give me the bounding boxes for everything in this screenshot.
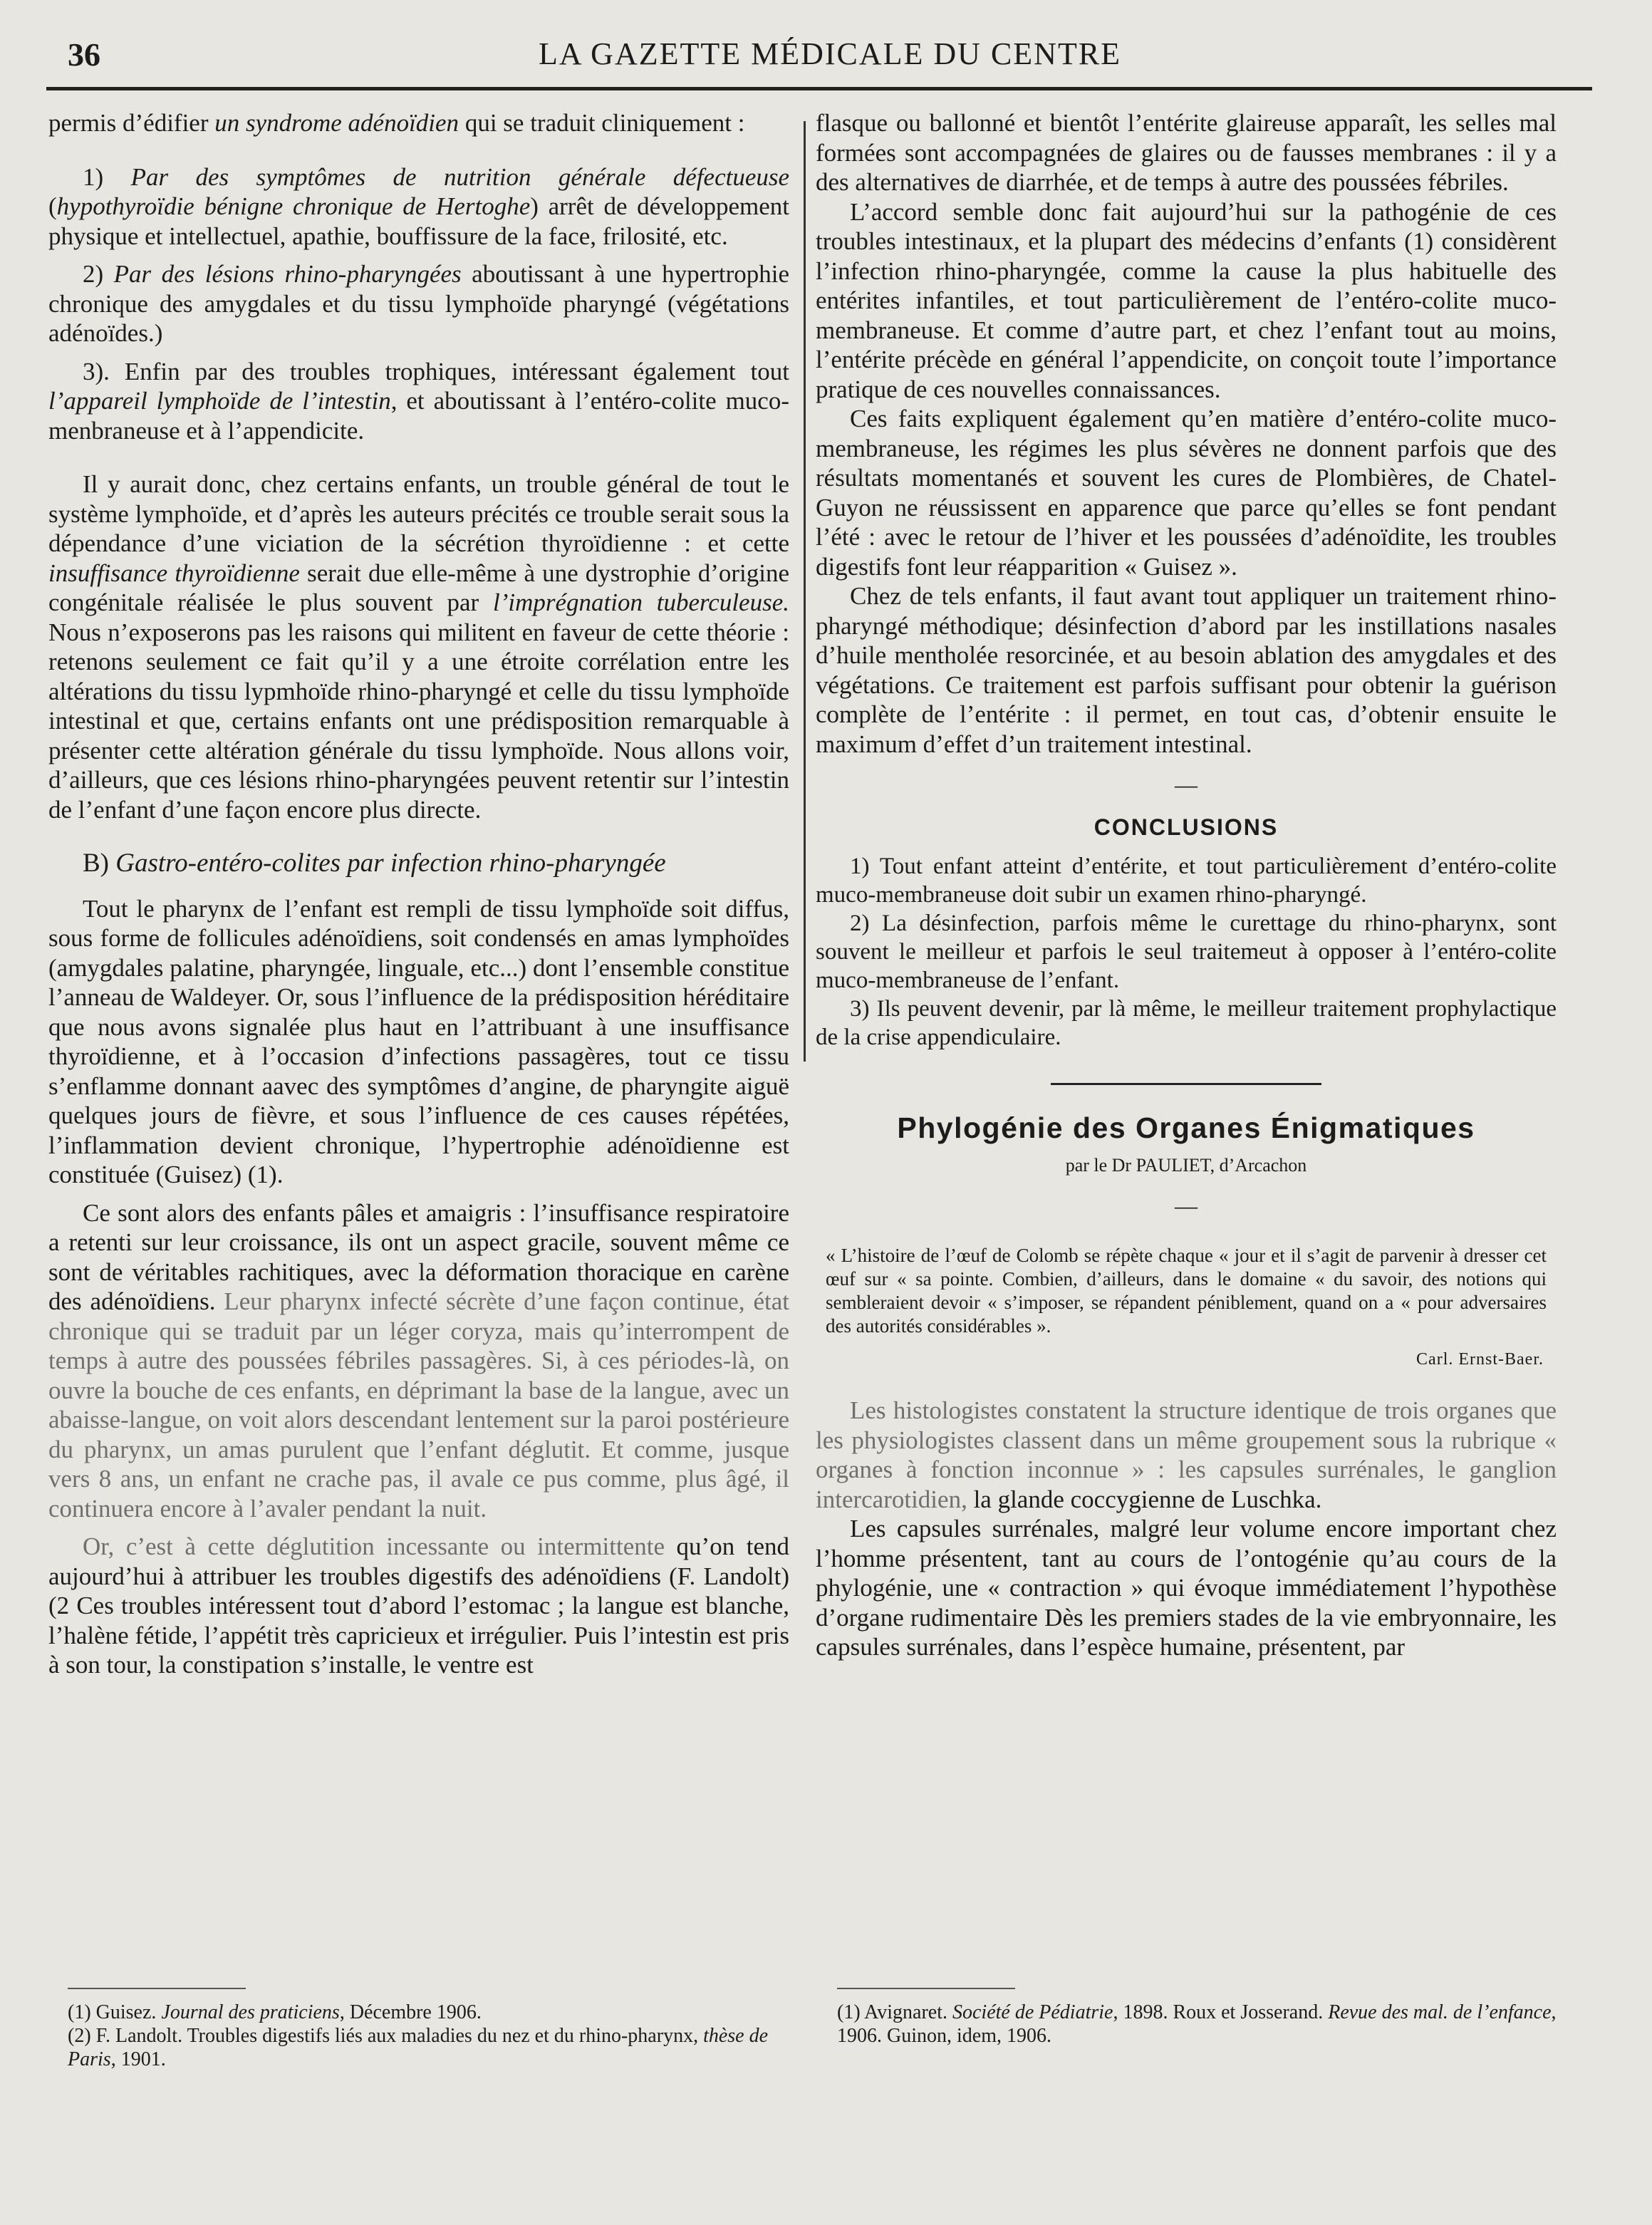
separator-dash: — (1175, 772, 1198, 797)
body-paragraph: Chez de tels enfants, il faut avant tout appliquer un traitement rhino-pharyngé méthodique; désinfection d’abord par les instillations nasales d’huile mentholée resorcinée, et au besoin ablation des amygdales et des végétations. Ce traitement est parfois suffisant pour obtenir la guérison complète de l’entérite : il permet, en tout cas, d’obtenir ensuite le maximum d’effet d’un traitement intestinal. (816, 582, 1557, 758)
body-paragraph: Tout le pharynx de l’enfant est rempli de tissu lymphoïde soit diffus, sous forme de follicules adénoïdiens, soit condensés en amas lymphoïdes (amygdales palatine, pharyngée, linguale, etc...) dont l’ensemble constitue l’anneau de Waldeyer. Or, sous l’influence de la prédisposition héréditaire que nous avons signalée plus haut en l’attribuant à une insuffisance thyroïdienne, et à l’occasion d’infections passagères, tout ce tissu s’enflamme donnant aavec des symptômes d’angine, de pharyngite aiguë quelques jours de fièvre, et sous l’influence de ces causes répétées, l’inflammation devient chronique, l’hypertrophie adénoïdienne est constituée (Guisez) (1). (48, 894, 789, 1188)
section-rule (1051, 1083, 1321, 1085)
epigraph-quote: « L’histoire de l’œuf de Colomb se répète chaque « jour et il s’agit de parvenir à dresser cet œuf sur « sa pointe. Combien, d’ailleurs, dans le domaine « du savoir, des notions qui sembleraient devoir « s’imposer, se répandent péniblement, quand on a « pour adversaires des autorités considérables ». (826, 1244, 1547, 1337)
body-paragraph: flasque ou ballonné et bientôt l’entérite glaireuse apparaît, les selles mal formées sont accompagnées de glaires ou de fausses membranes : il y a des alternatives de diarrhée, et de temps à autre des poussées fébriles. (816, 109, 1557, 196)
conclusion-item: 3) Ils peuvent devenir, par là même, le meilleur traitement prophylactique de la crise appendiculaire. (816, 996, 1557, 1050)
footnotes-right (837, 2001, 1585, 2048)
footnote-rule (837, 1988, 1015, 1989)
article-byline: par le Dr PAULIET, d’Arcachon (1065, 1154, 1307, 1176)
body-paragraph: Il y aurait donc, chez certains enfants, un trouble général de tout le système lymphoïde, et d’après les auteurs précités ce trouble serait sous la dépendance d’une viciation de la sécrétion thyroïdienne : et cette insuffisance thyroïdienne serait due elle-même à une dystrophie d’origine congénitale réalisée le plus souvent par l’imprégnation tuberculeuse. Nous n’exposerons pas les raisons qui militent en faveur de cette théorie : retenons seulement ce fait qu’il y a une étroite corrélation entre les altérations du tissu lypmhoïde rhino-pharyngé et celle du tissu lymphoïde intestinal et que, certains enfants ont une prédisposition remarquable à présenter cette altération générale du tissu lymphoïde. Nous allons voir, d’ailleurs, que ces lésions rhino-pharyngées peuvent retentir sur l’intestin de l’enfant d’une façon encore plus directe. (48, 470, 789, 824)
separator-dash: — (1175, 1193, 1198, 1218)
footnote: (2) F. Landolt. Troubles digestifs liés aux maladies du nez et du rhino-pharynx, thèse de Paris, 1901. (68, 2025, 769, 2070)
conclusion-item: 1) Tout enfant atteint d’entérite, et tout particulièrement d’entéro-colite muco-membraneuse doit subir un examen rhino-pharyngé. (816, 854, 1557, 908)
body-paragraph: Or, c’est à cette déglutition incessante ou intermittente qu’on tend aujourd’hui à attribuer les troubles digestifs des adénoïdiens (F. Landolt) (2 Ces troubles intéressent tout d’abord l’estomac ; la langue est blanche, l’halène fétide, l’appétit très capricieux et irrégulier. Puis l’intestin est pris à son tour, la constipation s’installe, le ventre est (48, 1532, 790, 1679)
footnotes-left (68, 2001, 787, 2071)
page-number: 36 (68, 36, 100, 73)
epigraph-author: Carl. Ernst-Baer. (1416, 1349, 1544, 1369)
footnote: (1) Avignaret. Société de Pédiatrie, 1898. Roux et Josserand. Revue des mal. de l’enfance, 1906. Guinon, idem, 1906. (837, 2001, 1557, 2047)
body-paragraph: Les capsules surrénales, malgré leur volume encore important chez l’homme présentent, tant au cours de l’ontogénie qu’au cours de la phylogénie, une « contraction » qui évoque immédiatement l’hypothèse d’organe rudimentaire Dès les premiers stades de la vie embryonnaire, les capsules surrénales, dans l’espèce humaine, présentent, par (816, 1515, 1557, 1661)
header-rule (46, 87, 1592, 90)
intro-paragraph: permis d’édifier un syndrome adénoïdien qui se traduit cliniquement : (48, 109, 745, 137)
conclusions-title: CONCLUSIONS (1093, 814, 1279, 840)
journal-title: LA GAZETTE MÉDICALE DU CENTRE (538, 36, 1122, 71)
section-heading: B) Gastro-entéro-colites par infection rhino-pharyngée (83, 849, 666, 878)
page-header (68, 28, 1592, 78)
body-paragraph: Ces faits expliquent également qu’en matière d’entéro-colite muco-membraneuse, les régimes les plus sévères ne donnent parfois que des résultats momentanés et souvent les cures de Plombières, de Chatel-Guyon ne réussissent en apparence que parce qu’elles se font pendant l’été : avec le retour de l’hiver et les poussées d’adénoïdite, les troubles digestifs font leur réapparition « Guisez ». (816, 405, 1557, 581)
column-divider (804, 121, 806, 1062)
right-column (816, 108, 1557, 1662)
body-paragraph: L’accord semble donc fait aujourd’hui sur la pathogénie de ces troubles intestinaux, et la plupart des médecins d’enfants (1) considèrent l’infection rhino-pharyngée, comme la cause la plus habituelle des entérites infantiles, et tout particulièrement de l’entéro-colite muco-membraneuse. Et comme d’autre part, et chez l’enfant tout au moins, l’entérite précède en général l’appendicite, on conçoit toute l’importance pratique de ces nouvelles connaissances. (816, 197, 1557, 403)
body-paragraph: Ce sont alors des enfants pâles et amaigris : l’insuffisance respiratoire a retenti sur leur croissance, ils ont un aspect gracile, souvent même ce sont de véritables rachitiques, avec la déformation thoracique en carène des adénoïdiens. Leur pharynx infecté sécrète d’une façon continue, état chronique qui se traduit par un léger coryza, mais qu’interrompent de temps à autre des poussées fébriles passagères. Si, à ces périodes-là, on ouvre la bouche de ces enfants, en déprimant la base de la langue, avec un abaisse-langue, on voit alors descendant lentement sur la paroi postérieure du pharynx, un amas purulent que l’enfant déglutit. Et comme, jusque vers 8 ans, un enfant ne crache pas, il avale ce pus comme, plus âgé, il continuera encore à l’avaler pendant la nuit. (48, 1198, 790, 1523)
footnote: (1) Guisez. Journal des praticiens, Décembre 1906. (68, 2001, 482, 2023)
conclusion-item: 2) La désinfection, parfois même le curettage du rhino-pharynx, sont souvent le meilleur et parfois le seul traitemeut à opposer à l’entéro-colite muco-membraneuse de l’enfant. (816, 911, 1557, 993)
article-title: Phylogénie des Organes Énigmatiques (897, 1111, 1475, 1144)
list-item-1: 1) Par des symptômes de nutrition générale défectueuse (hypothyroïdie bénigne chronique de Hertoghe) arrêt de développement physique et intellectuel, apathie, bouffissure de la face, frilosité, etc. (48, 162, 790, 250)
footnote-rule (68, 1988, 246, 1989)
left-column (48, 108, 789, 1680)
body-paragraph: Les histologistes constatent la structure identique de trois organes que les physiologistes classent dans un même groupement sous la rubrique « organes à fonction inconnue » : les capsules surrénales, le ganglion intercarotidien, la glande coccygienne de Luschka. (816, 1396, 1557, 1513)
list-item-3: 3). Enfin par des troubles trophiques, intéressant également tout l’appareil lymphoïde de l’intestin, et aboutissant à l’entéro-colite muco-menbraneuse et à l’appendicite. (48, 357, 789, 445)
list-item-2: 2) Par des lésions rhino-pharyngées aboutissant à une hypertrophie chronique des amygdales et du tissu lymphoïde pharyngé (végétations adénoïdes.) (48, 260, 789, 347)
